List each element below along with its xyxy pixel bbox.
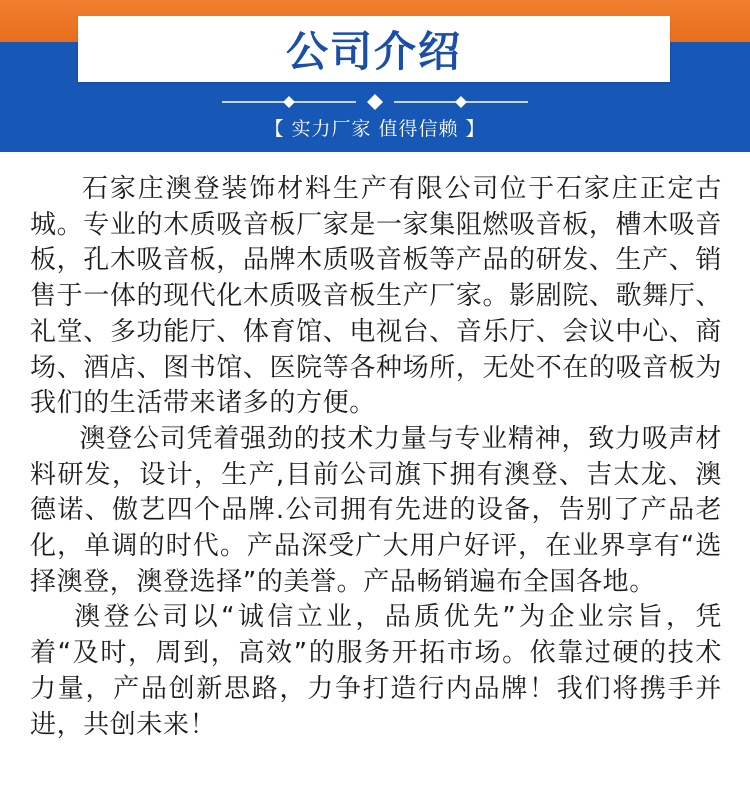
page-subtitle: 【 实力厂家 值得信赖 】 — [264, 118, 486, 140]
intro-paragraph-1: 石家庄澳登装饰材料生产有限公司位于石家庄正定古城。专业的木质吸音板厂家是一家集阻燃吸音板，槽木吸音板，孔木吸音板，品牌木质吸音板等产品的研发、生产、销售于一体的现代化木质吸音板生产厂家。影剧院、歌舞厅、礼堂、多功能厅、体育馆、电视台、音乐厅、会议中心、商场、酒店、图书馆、医院等各种场所，无处不在的吸音板为我们的生活带来诸多的方便。 — [30, 174, 722, 419]
header-banner — [0, 0, 750, 152]
divider-diamond-left — [283, 96, 295, 108]
divider-diamond-center — [367, 94, 383, 110]
page-title: 公司介绍 — [285, 27, 462, 76]
divider-diamond-right — [455, 96, 467, 108]
title-box — [78, 16, 670, 82]
intro-paragraph-2: 澳登公司凭着强劲的技术力量与专业精神，致力吸声材料研发，设计，生产,目前公司旗下拥有澳登、吉太龙、澳德诺、傲艺四个品牌.公司拥有先进的设备，告别了产品老化，单调的时代。产品深受广大用户好评，在业界享有“选择澳登，澳登选择”的美誉。产品畅销遍布全国各地。 — [30, 423, 722, 597]
intro-paragraph-3: 澳登公司以“诚信立业，品质优先”为企业宗旨，凭着“及时，周到，高效”的服务开拓市场。依靠过硬的技术力量，产品创新思路，力争打造行内品牌！我们将携手并进，共创未来！ — [30, 602, 722, 740]
decorative-divider — [0, 92, 750, 112]
company-intro-text — [30, 172, 722, 743]
